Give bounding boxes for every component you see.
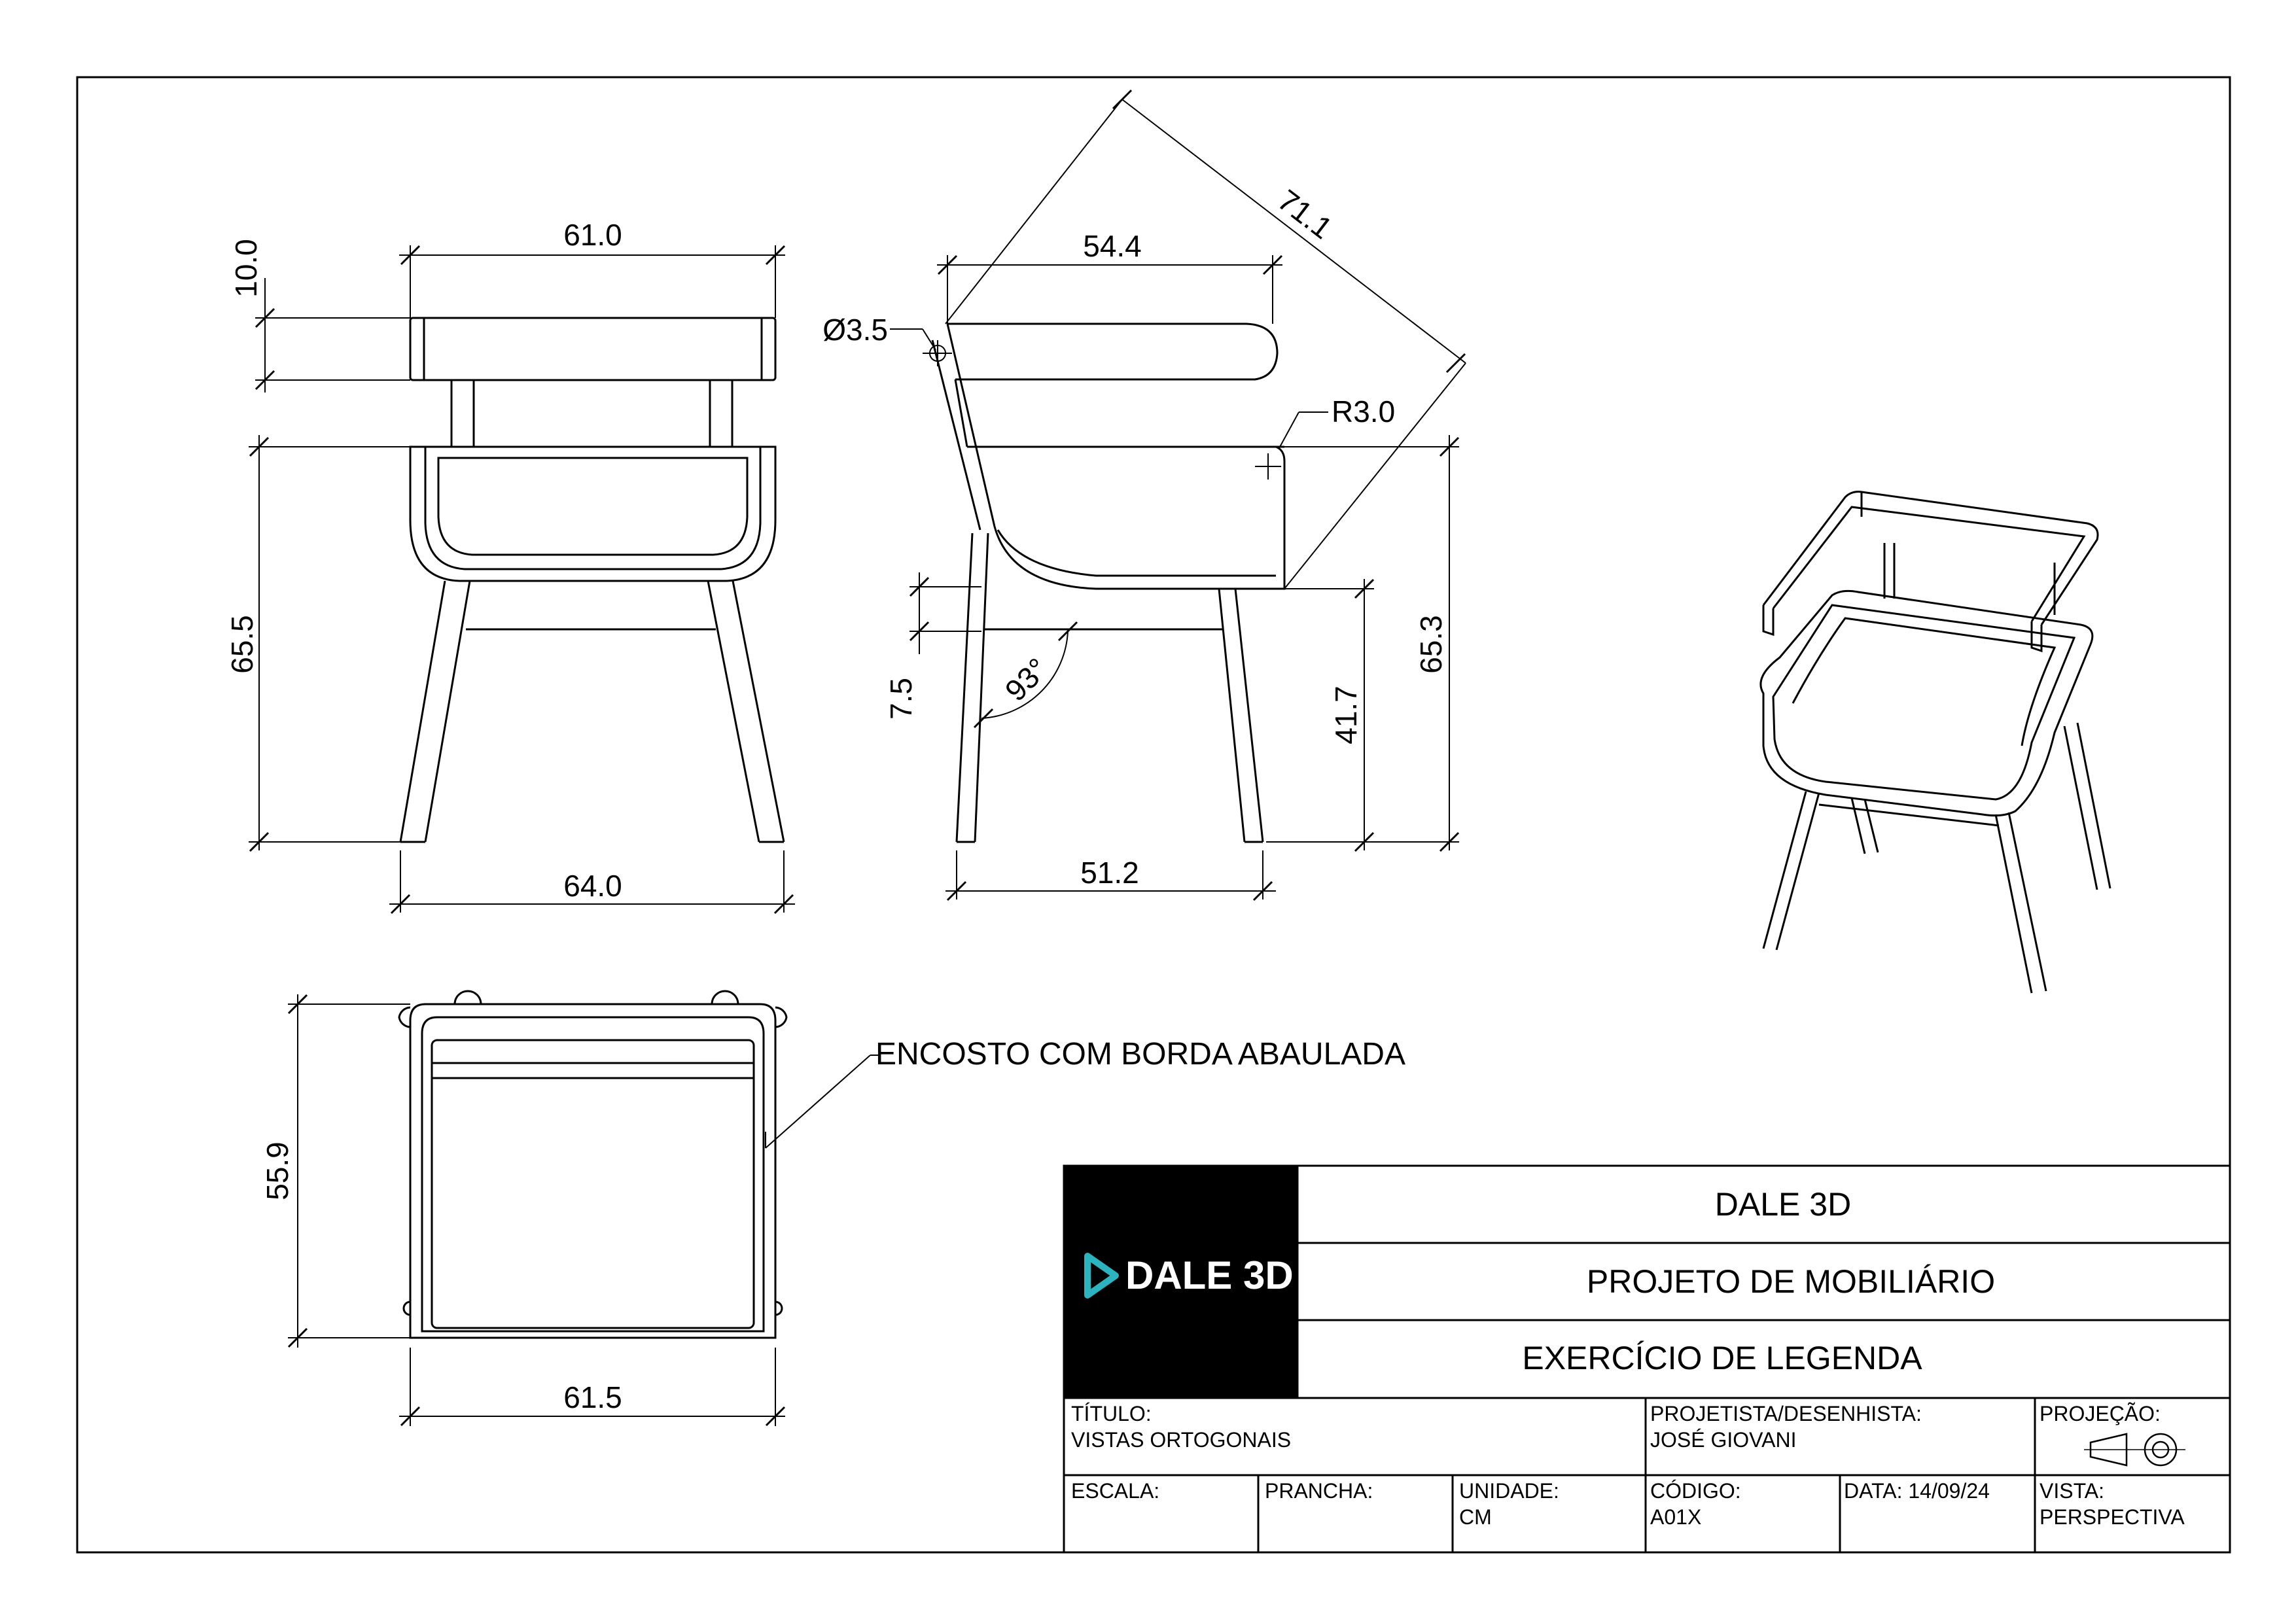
dim-front-arm-height: 10.0 <box>229 239 263 298</box>
titulo-label: TÍTULO: <box>1071 1402 1152 1425</box>
dim-side-seat-offset: 7.5 <box>884 678 918 720</box>
projetista-value: JOSÉ GIOVANI <box>1650 1428 1797 1452</box>
dim-front-width-bottom: 64.0 <box>563 869 622 903</box>
front-view <box>400 318 784 842</box>
side-view-dimension-labels <box>822 183 1448 890</box>
codigo-label: CÓDIGO: <box>1650 1479 1741 1503</box>
prancha-label: PRANCHA: <box>1265 1479 1373 1503</box>
title-block-line2: PROJETO DE MOBILIÁRIO <box>1586 1263 1996 1300</box>
side-view <box>932 324 1284 842</box>
perspective-view <box>1761 492 2110 993</box>
vista-value: PERSPECTIVA <box>2040 1505 2185 1529</box>
data-label: DATA: 14/09/24 <box>1844 1479 1990 1503</box>
unidade-label: UNIDADE: <box>1459 1479 1559 1503</box>
first-angle-projection-icon <box>2084 1434 2185 1465</box>
top-view <box>399 991 786 1338</box>
projetista-label: PROJETISTA/DESENHISTA: <box>1650 1402 1922 1425</box>
dim-side-radius: R3.0 <box>1332 394 1396 428</box>
dim-side-depth: 51.2 <box>1080 856 1139 890</box>
escala-label: ESCALA: <box>1071 1479 1160 1503</box>
dim-side-height: 65.3 <box>1414 615 1448 674</box>
annotation-encosto: ENCOSTO COM BORDA ABAULADA <box>875 1037 1405 1072</box>
codigo-value: A01X <box>1650 1505 1702 1529</box>
unidade-value: CM <box>1459 1505 1492 1529</box>
vista-label: VISTA: <box>2040 1479 2104 1503</box>
dim-side-angle: 93° <box>998 651 1055 708</box>
dim-side-tube-diameter: Ø3.5 <box>822 313 888 347</box>
dim-side-diagonal: 71.1 <box>1271 183 1339 246</box>
dim-side-arm-length: 54.4 <box>1083 229 1142 263</box>
side-view-dimensions <box>890 90 1466 900</box>
title-block-line1: DALE 3D <box>1714 1186 1852 1223</box>
title-block-line3: EXERCÍCIO DE LEGENDA <box>1522 1340 1922 1376</box>
dim-front-height: 65.5 <box>225 615 259 674</box>
top-view-dimensions <box>288 994 880 1426</box>
logo-text: DALE 3D <box>1125 1253 1294 1297</box>
dim-top-width: 61.5 <box>563 1380 622 1414</box>
dim-top-depth: 55.9 <box>260 1142 294 1200</box>
dim-front-width-top: 61.0 <box>563 218 622 252</box>
front-view-dimensions <box>249 245 795 913</box>
dim-side-seat-height: 41.7 <box>1329 686 1363 744</box>
projecao-label: PROJEÇÃO: <box>2040 1402 2161 1425</box>
titulo-value: VISTAS ORTOGONAIS <box>1071 1428 1292 1452</box>
